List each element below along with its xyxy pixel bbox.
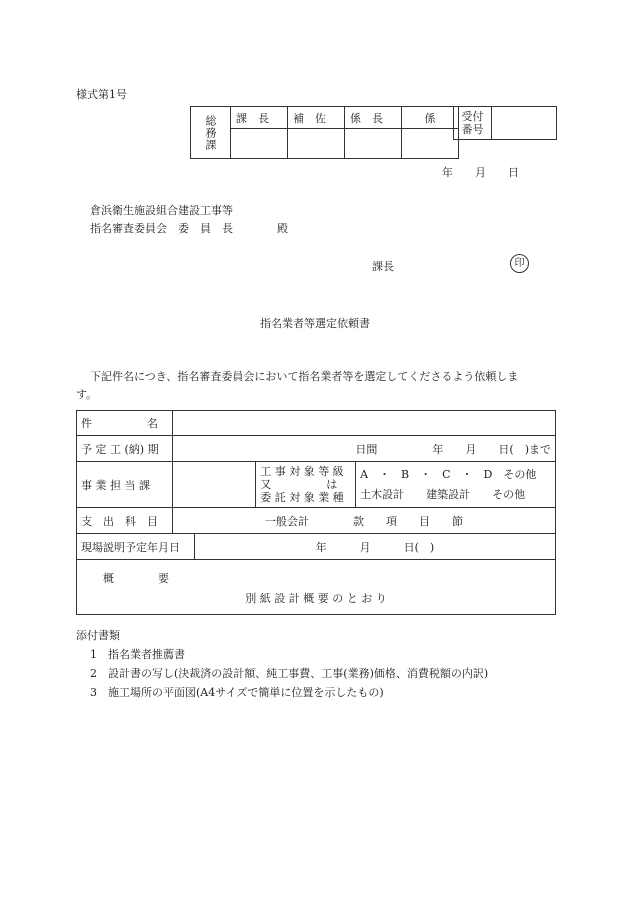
contact-dept-field	[172, 462, 255, 508]
body-text-line-2: す。	[76, 388, 98, 401]
attachment-item: 3 施工場所の平面図(A4サイズで簡単に位置を示したもの)	[90, 686, 384, 699]
attachment-item: 1 指名業者推薦書	[90, 648, 185, 661]
date-line: 年 月 日	[442, 166, 519, 179]
seal-mark: 印	[510, 254, 529, 273]
sender-title: 課長	[372, 260, 394, 273]
form-number: 様式第1号	[76, 88, 127, 101]
contact-dept-label: 事 業 担 当 課	[77, 462, 173, 508]
subject-field	[172, 411, 555, 436]
receipt-label: 受付 番号	[454, 107, 492, 140]
briefing-date-label: 現場説明予定年月日	[77, 534, 195, 560]
stamp-cell	[231, 129, 288, 159]
receipt-number-field	[492, 107, 557, 140]
stamp-cell	[288, 129, 345, 159]
role-subsection-chief: 係 長	[345, 107, 402, 129]
role-section-chief: 課 長	[231, 107, 288, 129]
receipt-number-box	[453, 106, 557, 140]
role-assistant: 補 佐	[288, 107, 345, 129]
addressee-line-1: 倉浜衛生施設組合建設工事等	[90, 204, 233, 217]
summary-label: 概 要	[103, 572, 169, 585]
attachments-heading: 添付書類	[76, 629, 120, 642]
document-title: 指名業者等選定依頼書	[260, 317, 370, 330]
addressee-line-2: 指名審査委員会 委 員 長 殿	[90, 222, 288, 235]
stamp-cell	[345, 129, 402, 159]
grade-label: 工 事 対 象 等 級 又 は 委 託 対 象 業 種	[256, 462, 356, 508]
summary-value: 別 紙 設 計 概 要 の と お り	[245, 592, 387, 605]
schedule-value: 日間 年 月 日( )まで	[172, 436, 555, 462]
request-details-table	[76, 410, 556, 615]
role-staff: 係	[402, 107, 459, 129]
grade-options: A ・ B ・ C ・ D その他 土木設計 建築設計 その他	[356, 462, 556, 508]
attachment-item: 2 設計書の写し(決裁済の設計額、純工事費、工事(業務)価格、消費税額の内訳)	[90, 667, 489, 680]
summary-cell	[77, 560, 556, 615]
stamp-cell	[402, 129, 459, 159]
account-label: 支 出 科 目	[77, 508, 173, 534]
dept-label: 総務課	[191, 107, 231, 159]
body-text-line-1: 下記件名につき、指名審査委員会において指名業者等を選定してくださるよう依頼しま	[90, 370, 519, 383]
subject-label: 件 名	[77, 411, 173, 436]
approval-stamp-box	[190, 106, 459, 159]
account-value: 一般会計 款 項 目 節	[172, 508, 555, 534]
schedule-label: 予 定 工 (納) 期	[77, 436, 173, 462]
briefing-date-value: 年 月 日( )	[194, 534, 555, 560]
